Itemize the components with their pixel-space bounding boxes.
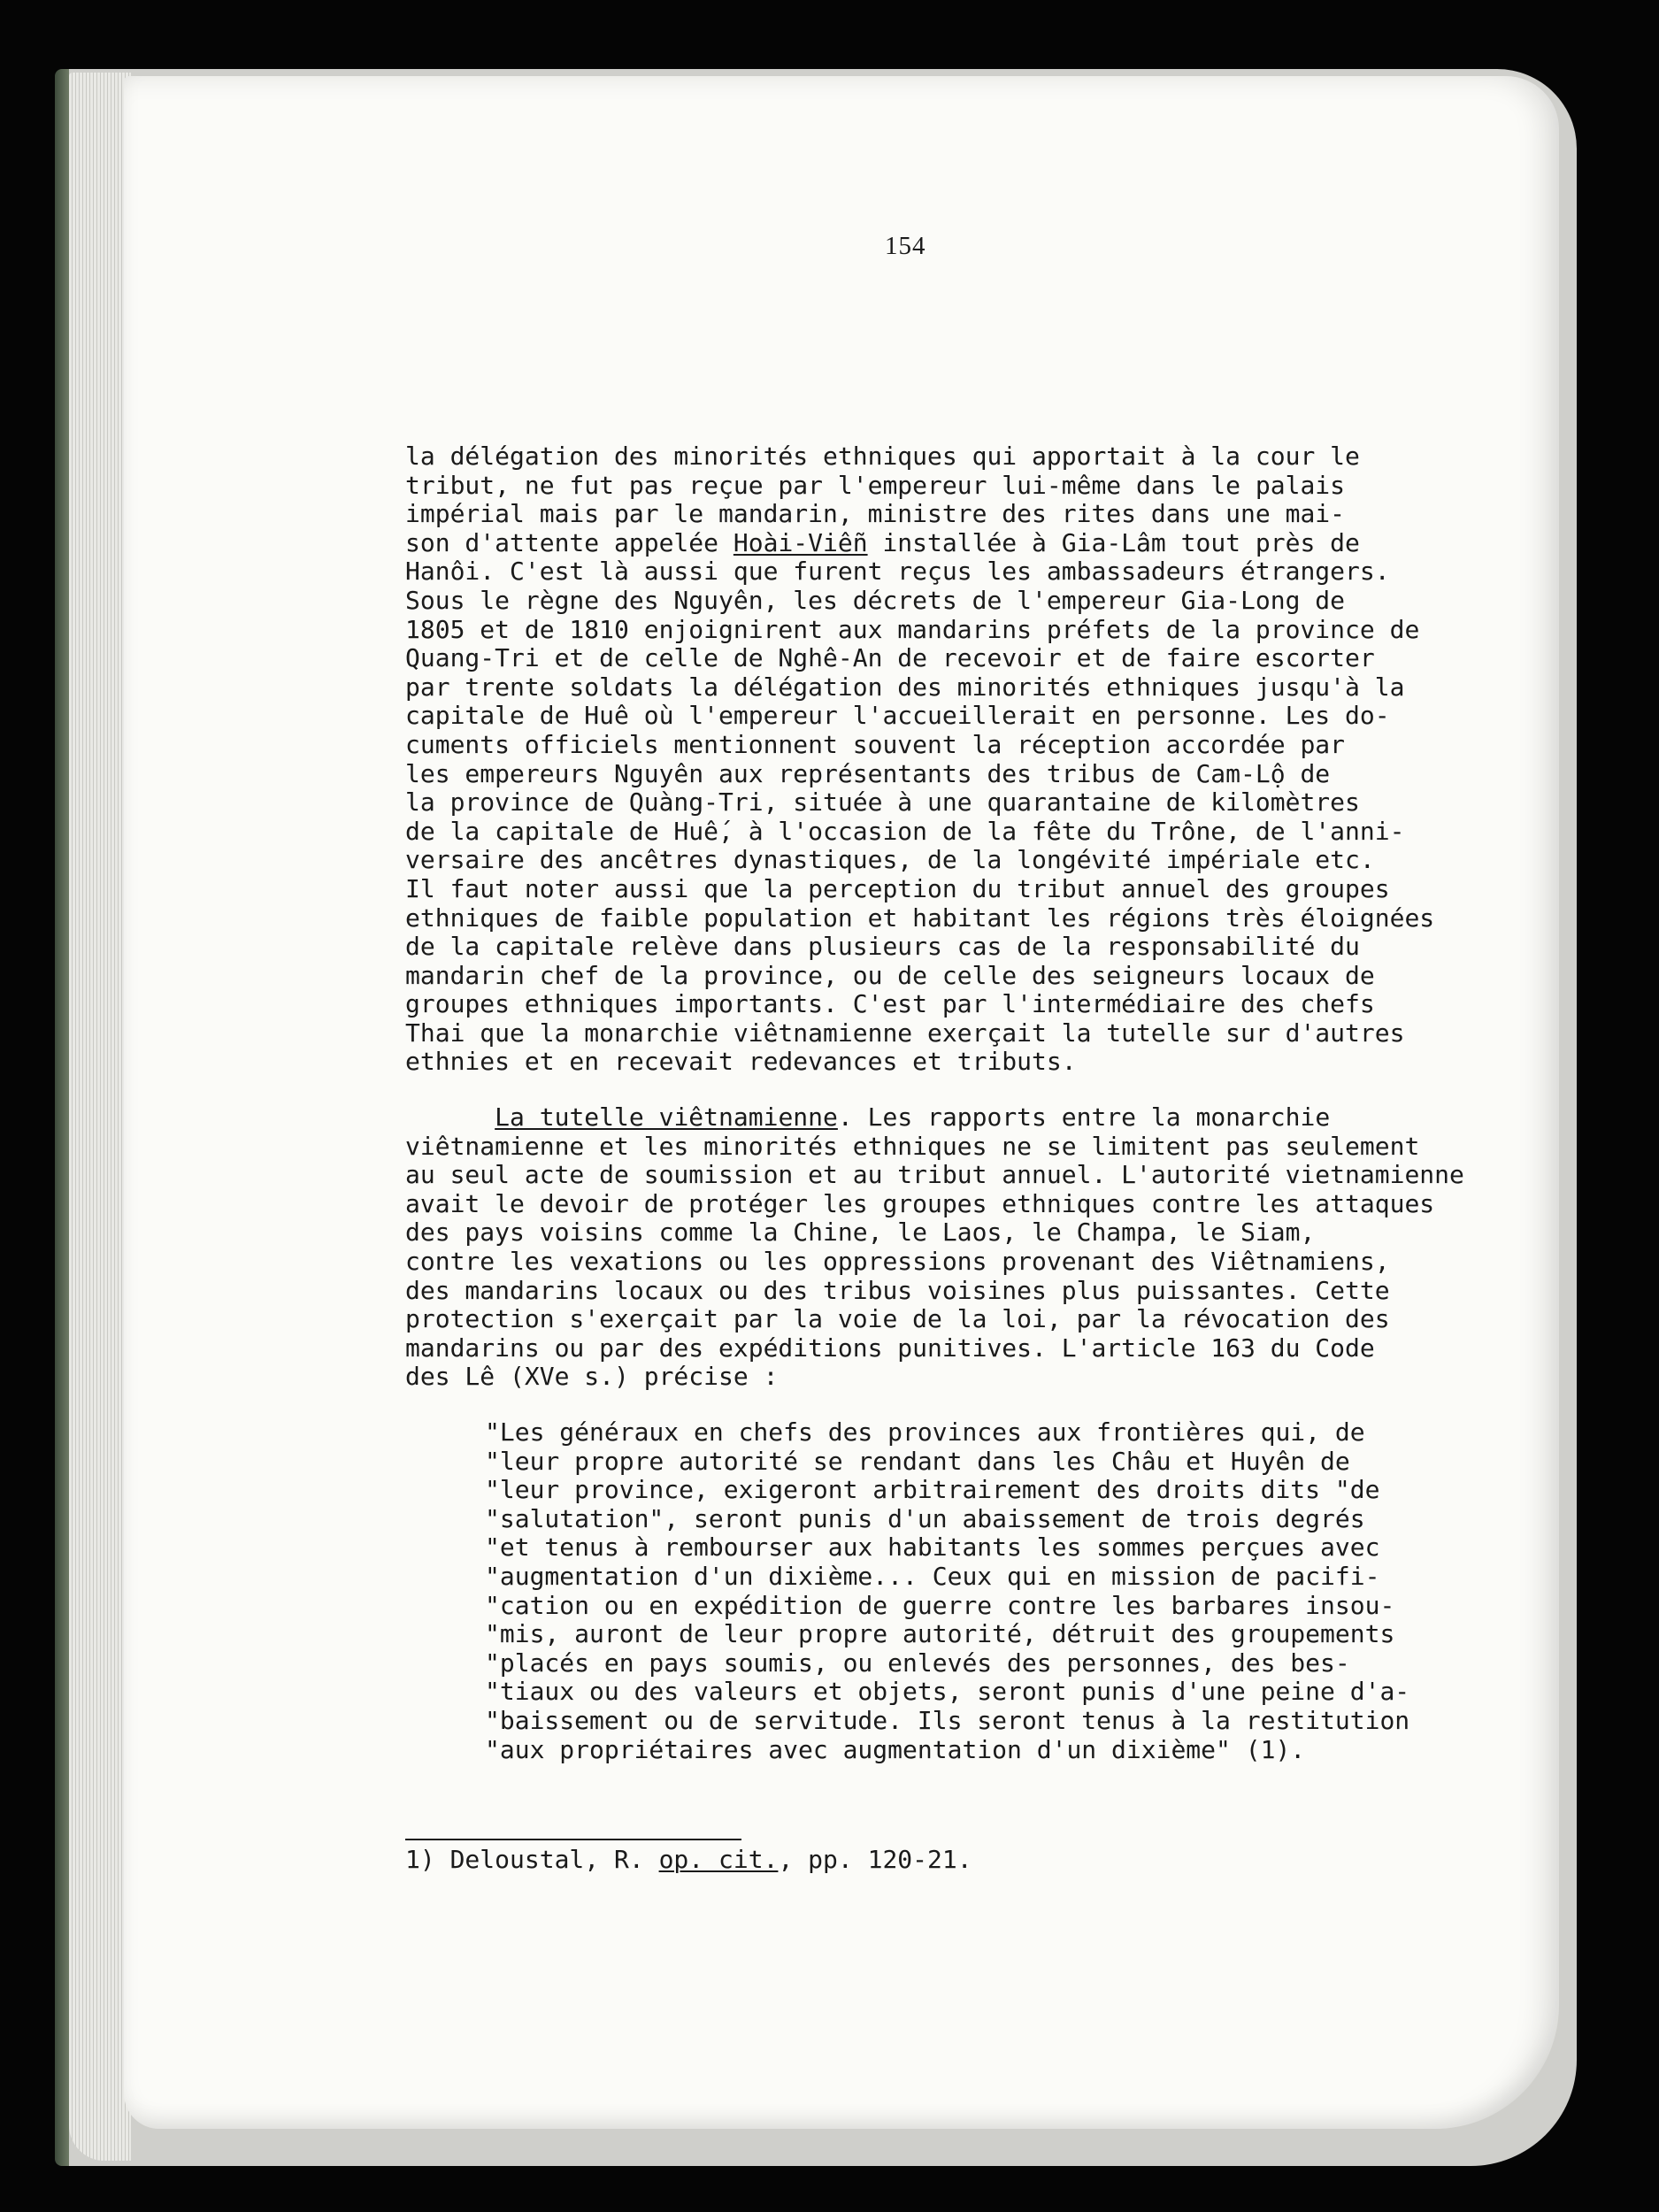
text-line: 1805 et de 1810 enjoignirent aux mandarins préfets de la province de [405,614,1420,644]
text-line: Hanôi. C'est là aussi que furent reçus les ambassadeurs étrangers. [405,557,1390,587]
text-line: tribut, ne fut pas reçue par l'empereur lui-même dans le palais [405,470,1346,500]
underlined-term: Hoài-Viễn [733,527,868,557]
text-line: cuments officiels mentionnent souvent la réception accordée par [405,729,1346,759]
body-text [405,442,1467,1764]
text-line: par trente soldats la délégation des minorités ethniques jusqu'à la [405,672,1405,702]
quote-line: "leur province, exigeront arbitrairement des droits dits "de [485,1475,1380,1505]
footnote-suffix: , pp. 120-21. [778,1845,972,1874]
text-line [405,529,1467,558]
text-segment: . Les rapports entre la monarchie [837,1102,1331,1133]
text-line: viêtnamienne et les minorités ethniques ne se limitent pas seulement [405,1131,1420,1161]
quote-line: "salutation", seront punis d'un abaissement de trois degrés [485,1503,1365,1533]
text-line: groupes ethniques importants. C'est par l'intermédiaire des chefs [405,989,1375,1019]
text-line: mandarins ou par des expéditions punitives. L'article 163 du Code [405,1333,1375,1363]
text-line: impérial mais par le mandarin, ministre des rites dans une mai- [405,499,1346,529]
text-line: ethniques de faible population et habitant les régions très éloignées [405,902,1435,933]
quote-line: "placés en pays soumis, ou enlevés des personnes, des bes- [485,1647,1350,1678]
quote-line: "et tenus à rembourser aux habitants les sommes perçues avec [485,1532,1380,1563]
text-line: des mandarins locaux ou des tribus voisines plus puissantes. Cette [405,1275,1390,1305]
text-segment [405,1102,495,1132]
footnote [405,1846,972,1874]
quote-line: "aux propriétaires avec augmentation d'un dixième" (1). [485,1734,1306,1764]
quote-line: "Les généraux en chefs des provinces aux frontières qui, de [485,1417,1365,1447]
text-line: des Lê (XVe s.) précise : [405,1362,779,1392]
text-line: contre les vexations ou les oppressions provenant des Viêtnamiens, [405,1247,1390,1277]
text-line: Quang-Tri et de celle de Nghê-An de recevoir et de faire escorter [405,643,1375,673]
text-line: de la capitale relève dans plusieurs cas de la responsabilité du [405,932,1360,962]
text-line: Thai que la monarchie viêtnamienne exerçait la tutelle sur d'autres [405,1018,1405,1048]
text-line: des pays voisins comme la Chine, le Laos, le Champa, le Siam, [405,1217,1316,1248]
text-line: avait le devoir de protéger les groupes ethniques contre les attaques [405,1188,1435,1218]
text-line: la délégation des minorités ethniques qui apportait à la cour le [405,442,1360,471]
text-line: au seul acte de soumission et au tribut annuel. L'autorité vietnamienne [405,1160,1464,1190]
text-line: Sous le règne des Nguyên, les décrets de l'empereur Gia-Long de [405,585,1346,615]
text-line: capitale de Huê où l'empereur l'accueillerait en personne. Les do- [405,701,1390,731]
text-line: mandarin chef de la province, ou de celle des seigneurs locaux de [405,960,1375,990]
text-line: Il faut noter aussi que la perception du tribut annuel des groupes [405,873,1390,903]
text-line: les empereurs Nguyên aux représentants des tribus de Cam-Lộ de [405,758,1331,788]
text-line: ethnies et en recevait redevances et tributs. [405,1047,1077,1077]
footnote-prefix: 1) Deloustal, R. [405,1845,659,1874]
footnote-rule [405,1839,741,1840]
quote-line: "cation ou en expédition de guerre contre les barbares insou- [485,1590,1395,1620]
text-line: versaire des ancêtres dynastiques, de la longévité impériale etc. [405,845,1375,875]
underlined-term: La tutelle viêtnamienne [495,1102,838,1133]
text-line: la province de Quàng-Tri, située à une quarantaine de kilomètres [405,787,1360,818]
quote-line: "baissement ou de servitude. Ils seront tenus à la restitution [485,1705,1410,1735]
code-article-quote [405,1418,1467,1764]
text-line: de la capitale de Huế, à l'occasion de la fête du Trône, de l'anni- [405,816,1405,846]
quote-line: "augmentation d'un dixième... Ceux qui en mission de pacifi- [485,1561,1380,1591]
paragraph-minority-delegations [405,442,1467,1077]
page-number: 154 [885,232,926,260]
paragraph-vietnamese-tutelage [405,1103,1467,1392]
text-segment: installée à Gia-Lâm tout près de [867,527,1360,557]
text-segment: son d'attente appelée [405,527,733,557]
page-edges [69,73,131,2161]
quote-line: "leur propre autorité se rendant dans les Châu et Huyên de [485,1446,1350,1476]
book-spine [55,69,69,2166]
quote-line: "tiaux ou des valeurs et objets, seront punis d'une peine d'a- [485,1677,1410,1707]
text-line [405,1103,1467,1133]
text-line: protection s'exerçait par la voie de la loi, par la révocation des [405,1304,1390,1334]
quote-line: "mis, auront de leur propre autorité, détruit des groupements [485,1619,1395,1649]
footnote-ref: op. cit. [658,1845,779,1874]
